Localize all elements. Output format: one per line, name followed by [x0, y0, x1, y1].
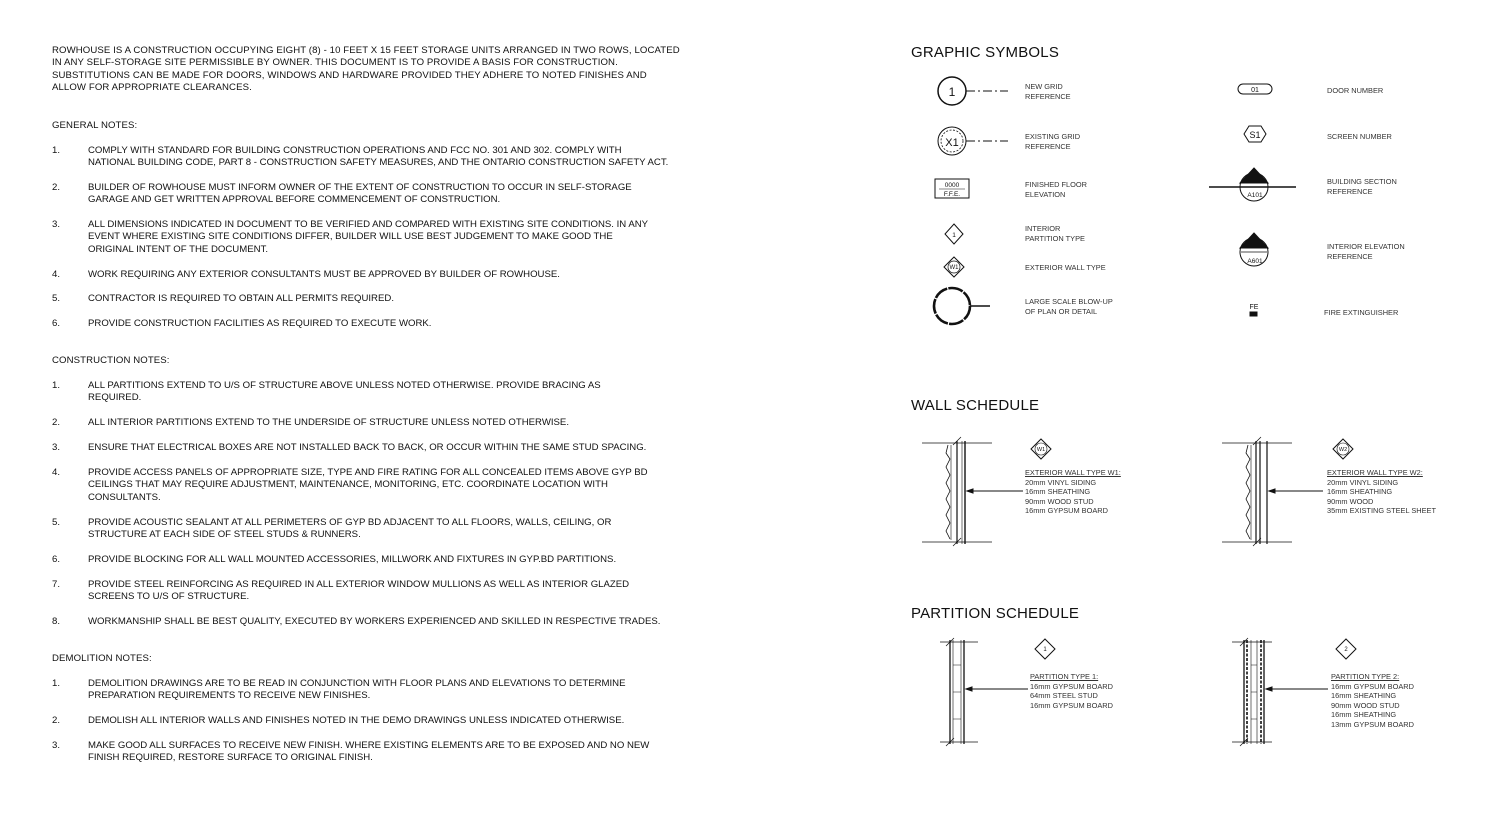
general-notes-heading: GENERAL NOTES:	[52, 120, 138, 131]
note-number: 1.	[52, 380, 61, 391]
symbol-label: BUILDING SECTION REFERENCE	[1327, 177, 1397, 196]
note-number: 2.	[52, 715, 61, 726]
symbol-label: LARGE SCALE BLOW-UP OF PLAN OR DETAIL	[1025, 297, 1113, 316]
note-number: 3.	[52, 442, 61, 453]
intro-paragraph	[52, 45, 680, 95]
construction-note: WORKMANSHIP SHALL BE BEST QUALITY, EXECUTED BY WORKERS EXPERIENCED AND SKILLED IN RESPECTIVE TRADES.	[88, 616, 661, 627]
grid-symbol-text: X1	[945, 137, 959, 149]
partition-layer: 16mm SHEATHING	[1331, 691, 1397, 701]
symbol-label: FIRE EXTINGUISHER	[1324, 308, 1399, 317]
note-number: 5.	[52, 517, 61, 528]
wall-layer: 20mm VINYL SIDING	[1025, 477, 1097, 487]
elevation-symbol-text: A601	[1247, 258, 1263, 265]
graphic-symbols-legend	[900, 60, 1500, 360]
intro-line: ALLOW FOR APPROPRIATE CLEARANCES.	[52, 82, 252, 94]
partition-layer: 16mm GYPSUM BOARD	[1030, 700, 1113, 710]
wall-type-w1-spec	[1025, 468, 1121, 516]
demolition-note: MAKE GOOD ALL SURFACES TO RECEIVE NEW FINISH. WHERE EXISTING ELEMENTS ARE TO BE EXPOSED AND NO NEW FINISH REQUIRED, RESTORE SURFACE TO ORIGINAL FINISH.	[88, 740, 650, 764]
note-number: 4.	[52, 269, 61, 280]
note-number: 7.	[52, 579, 61, 590]
intro-line: SUBSTITUTIONS CAN BE MADE FOR DOORS, WINDOWS AND HARDWARE PROVIDED THEY ADHERE TO NOTED FINISHES AND	[52, 69, 647, 81]
note-number: 4.	[52, 467, 61, 478]
partition-layer: 16mm GYPSUM BOARD	[1030, 681, 1113, 691]
wall-tag-text: W2	[1338, 447, 1348, 453]
symbol-label: DOOR NUMBER	[1327, 86, 1384, 95]
partition-layer: 16mm GYPSUM BOARD	[1331, 681, 1414, 691]
partition-layer: 13mm GYPSUM BOARD	[1331, 719, 1414, 729]
partition-type-title: PARTITION TYPE 2:	[1331, 672, 1400, 681]
partition-schedule-heading: PARTITION SCHEDULE	[911, 605, 1080, 622]
blow-up-detail-icon	[934, 288, 990, 324]
construction-note: PROVIDE BLOCKING FOR ALL WALL MOUNTED ACCESSORIES, MILLWORK AND FIXTURES IN GYP.BD PARTITIONS.	[88, 554, 617, 565]
screen-symbol-text: S1	[1249, 130, 1261, 140]
wall-type-title: EXTERIOR WALL TYPE W1:	[1025, 468, 1121, 477]
wall-layer: 16mm SHEATHING	[1025, 487, 1091, 497]
wall-layer: 90mm WOOD	[1327, 496, 1374, 506]
note-number: 8.	[52, 616, 61, 627]
partition-tag-text: 2	[1344, 647, 1348, 653]
general-note: CONTRACTOR IS REQUIRED TO OBTAIN ALL PERMITS REQUIRED.	[88, 293, 394, 304]
general-note: WORK REQUIRING ANY EXTERIOR CONSULTANTS MUST BE APPROVED BY BUILDER OF ROWHOUSE.	[88, 269, 560, 280]
wall-schedule-heading: WALL SCHEDULE	[911, 397, 1040, 414]
note-number: 6.	[52, 318, 61, 329]
construction-note: ALL INTERIOR PARTITIONS EXTEND TO THE UNDERSIDE OF STRUCTURE UNLESS NOTED OTHERWISE.	[88, 417, 569, 428]
graphic-symbols-heading: GRAPHIC SYMBOLS	[911, 44, 1060, 61]
note-number: 2.	[52, 417, 61, 428]
symbol-label: INTERIOR ELEVATION REFERENCE	[1327, 242, 1405, 261]
general-note: ALL DIMENSIONS INDICATED IN DOCUMENT TO BE VERIFIED AND COMPARED WITH EXISTING SITE CONDITIONS. IN ANY EVENT WHERE EXISTING SITE CONDITIONS DIFFER, BUILDER WILL USE BEST JUDGEMENT TO MAKE GOOD THE ORIGINAL INTENT OF THE DOCUMENT.	[88, 219, 649, 255]
partition-symbol-text: 1	[952, 232, 956, 239]
note-number: 5.	[52, 293, 61, 304]
symbol-label: FINISHED FLOOR ELEVATION	[1025, 180, 1088, 199]
construction-note: PROVIDE ACOUSTIC SEALANT AT ALL PERIMETERS OF GYP BD ADJACENT TO ALL FLOORS, WALLS, CEILING, OR STRUCTURE AT EACH SIDE OF STEEL STUDS & RUNNERS.	[88, 517, 612, 541]
note-number: 6.	[52, 554, 61, 565]
symbol-label: EXISTING GRID REFERENCE	[1025, 132, 1081, 151]
symbol-label: NEW GRID REFERENCE	[1025, 82, 1071, 101]
wall-layer: 20mm VINYL SIDING	[1327, 477, 1399, 487]
section-symbol-text: A101	[1247, 192, 1263, 199]
construction-note: ENSURE THAT ELECTRICAL BOXES ARE NOT INSTALLED BACK TO BACK, OR OCCUR WITHIN THE SAME STUD SPACING.	[88, 442, 647, 453]
construction-note: ALL PARTITIONS EXTEND TO U/S OF STRUCTURE ABOVE UNLESS NOTED OTHERWISE. PROVIDE BRACING AS REQUIRED.	[88, 380, 601, 404]
wall-tag-text: W1	[1036, 447, 1046, 453]
partition-layer: 16mm SHEATHING	[1331, 710, 1397, 720]
general-note: BUILDER OF ROWHOUSE MUST INFORM OWNER OF THE EXTENT OF CONSTRUCTION TO OCCUR IN SELF-STORAGE GARAGE AND GET WRITTEN APPROVAL BEFORE COMMENCEMENT OF CONSTRUCTION.	[88, 182, 632, 206]
symbol-label: INTERIOR PARTITION TYPE	[1025, 224, 1085, 243]
wall-symbol-text: W1	[949, 265, 959, 271]
fe-symbol-text: FE	[1249, 304, 1259, 311]
construction-note: PROVIDE STEEL REINFORCING AS REQUIRED IN ALL EXTERIOR WINDOW MULLIONS AS WELL AS INTERIOR GLAZED SCREENS TO U/S OF STRUCTURE.	[88, 579, 630, 603]
symbol-label: SCREEN NUMBER	[1327, 132, 1392, 141]
wall-layer: 90mm WOOD STUD	[1025, 496, 1094, 506]
demolition-notes-heading: DEMOLITION NOTES:	[52, 653, 152, 664]
note-number: 3.	[52, 740, 61, 751]
intro-line: IN ANY SELF-STORAGE SITE PERMISSIBLE BY OWNER. THIS DOCUMENT IS TO PROVIDE A BASIS FOR CONSTRUCTION.	[52, 57, 618, 69]
ffe-symbol-subtext: F.F.E.	[943, 191, 961, 198]
note-number: 3.	[52, 219, 61, 230]
wall-layer: 35mm EXISTING STEEL SHEET	[1327, 506, 1436, 516]
partition-layer: 90mm WOOD STUD	[1331, 700, 1400, 710]
wall-layer: 16mm GYPSUM BOARD	[1025, 506, 1108, 516]
wall-type-w2-spec	[1327, 468, 1436, 516]
ffe-symbol-text: 0000	[944, 182, 960, 189]
grid-symbol-text: 1	[948, 85, 956, 99]
wall-layer: 16mm SHEATHING	[1327, 487, 1393, 497]
demolition-note: DEMOLITION DRAWINGS ARE TO BE READ IN CONJUNCTION WITH FLOOR PLANS AND ELEVATIONS TO DETERMINE PREPARATION REQUIREMENTS TO RECEIVE NEW FINISHES.	[88, 678, 626, 702]
partition-layer: 64mm STEEL STUD	[1030, 691, 1098, 701]
fire-extinguisher-icon	[1250, 312, 1257, 316]
construction-note: PROVIDE ACCESS PANELS OF APPROPRIATE SIZE, TYPE AND FIRE RATING FOR ALL CONCEALED ITEMS ABOVE GYP BD CEILINGS THAT MAY REQUIRE ADJUSTMENT, MAINTENANCE, MONITORING, ETC. COORDINATE LOCATION WITH CONSULTANTS.	[88, 467, 648, 503]
construction-notes-heading: CONSTRUCTION NOTES:	[52, 355, 170, 366]
symbol-label: EXTERIOR WALL TYPE	[1025, 263, 1106, 272]
partition-tag-text: 1	[1043, 647, 1047, 653]
note-number: 1.	[52, 145, 61, 156]
general-note: PROVIDE CONSTRUCTION FACILITIES AS REQUIRED TO EXECUTE WORK.	[88, 318, 432, 329]
note-number: 2.	[52, 182, 61, 193]
general-note: COMPLY WITH STANDARD FOR BUILDING CONSTRUCTION OPERATIONS AND FCC NO. 301 AND 302. COMPLY WITH NATIONAL BUILDING CODE, PART 8 - CONSTRUCTION SAFETY MEASURES, AND THE ONTARIO CONSTRUCTION SAFETY ACT.	[88, 145, 669, 169]
demolition-note: DEMOLISH ALL INTERIOR WALLS AND FINISHES NOTED IN THE DEMO DRAWINGS UNLESS INDICATED OTHERWISE.	[88, 715, 625, 726]
partition-type-title: PARTITION TYPE 1:	[1030, 672, 1099, 681]
door-symbol-text: 01	[1251, 87, 1259, 94]
note-number: 1.	[52, 678, 61, 689]
partition-type-2-spec	[1331, 672, 1414, 730]
partition-type-1-spec	[1030, 672, 1113, 710]
wall-type-title: EXTERIOR WALL TYPE W2:	[1327, 468, 1423, 477]
intro-line: ROWHOUSE IS A CONSTRUCTION OCCUPYING EIGHT (8) - 10 FEET X 15 FEET STORAGE UNITS ARRANGED IN TWO ROWS, LOCATED	[52, 45, 680, 56]
